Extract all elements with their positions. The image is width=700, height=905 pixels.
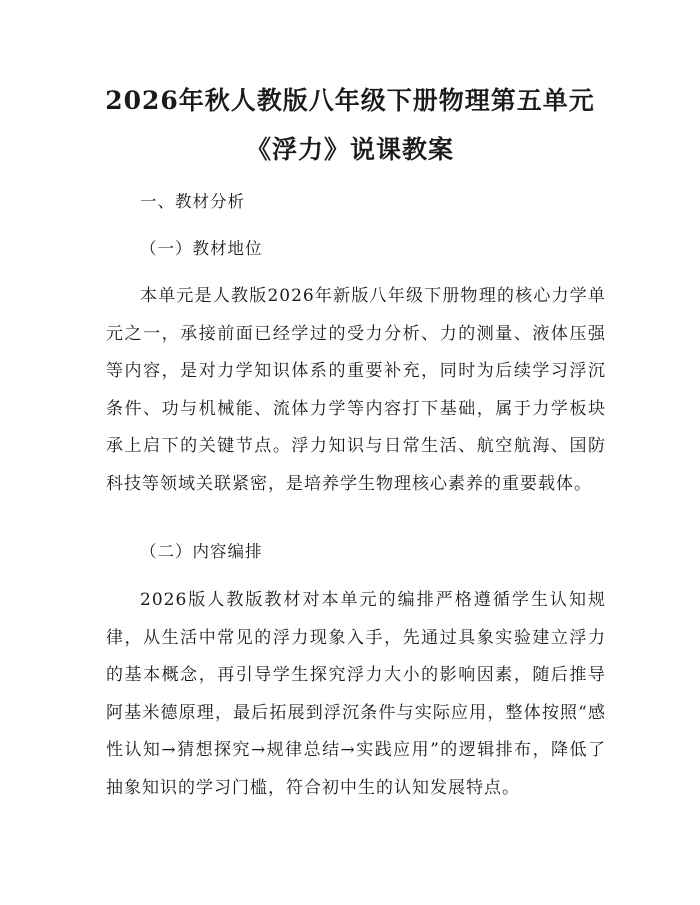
subsection-heading-content-arrangement: （二）内容编排 (140, 542, 263, 561)
document-title-line2: 《浮力》说课教案 (245, 135, 454, 164)
paragraph-textbook-position: 本单元是人教版2026年新版八年级下册物理的核心力学单元之一，承接前面已经学过的受力分析、力的测量、液体压强等内容，是对力学知识体系的重要补充，同时为后续学习浮沉条件、功与机械能、流体力学等内容打下基础，属于力学板块承上启下的关键节点。浮力知识与日常生活、航空航海、国防科技等领域关联紧密，是培养学生物理核心素养的重要载体。 (106, 286, 606, 494)
document-title-line1: 2026年秋人教版八年级下册物理第五单元 (105, 86, 595, 115)
subsection-heading-textbook-position: （一）教材地位 (140, 239, 263, 258)
section-heading-textbook-analysis: 一、教材分析 (140, 192, 245, 211)
paragraph-content-arrangement: 2026版人教版教材对本单元的编排严格遵循学生认知规律，从生活中常见的浮力现象入手，先通过具象实验建立浮力的基本概念，再引导学生探究浮力大小的影响因素，随后推导阿基米德原理，最后拓展到浮沉条件与实际应用，整体按照“感性认知→猜想探究→规律总结→实践应用”的逻辑排布，降低了抽象知识的学习门槛，符合初中生的认知发展特点。 (106, 590, 606, 798)
